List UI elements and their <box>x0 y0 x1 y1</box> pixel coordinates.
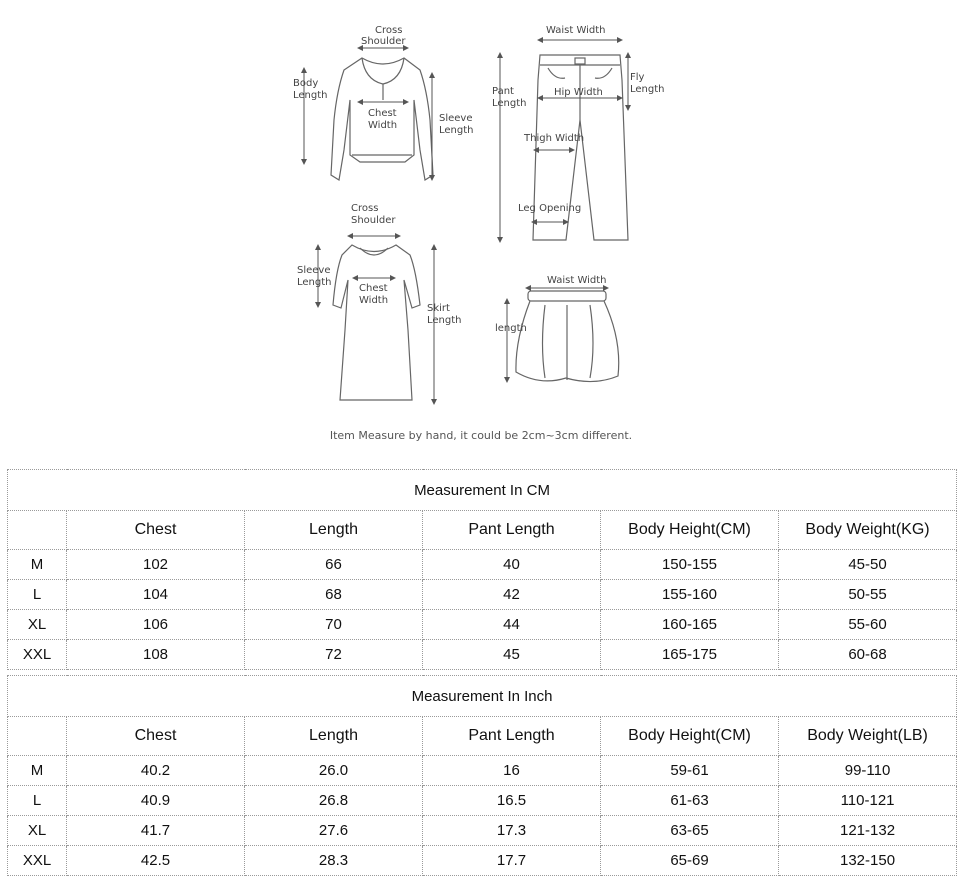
size-table-inch <box>7 675 957 876</box>
table-cell: 106 <box>67 610 245 640</box>
sweater-cross-label-2: Shoulder <box>361 36 406 47</box>
sweater-illustration <box>331 58 433 180</box>
body-length-label-2: Length <box>293 90 328 101</box>
table-header-row <box>8 717 957 756</box>
table-cell: 17.3 <box>423 816 601 846</box>
header-cell: Body Height(CM) <box>601 511 779 550</box>
table-cell: 68 <box>245 580 423 610</box>
sweater-sleeve-label-2: Length <box>439 125 474 136</box>
header-cell: Body Weight(LB) <box>779 717 957 756</box>
table-cell: 165-175 <box>601 640 779 670</box>
pant-length-label-2: Length <box>492 98 527 109</box>
table-cell: 41.7 <box>67 816 245 846</box>
dress-sleeve-label-1: Sleeve <box>297 265 331 276</box>
table-cell: 99-110 <box>779 756 957 786</box>
table-row <box>8 640 957 670</box>
dress-illustration <box>333 245 420 400</box>
table-cell: 65-69 <box>601 846 779 876</box>
pants-waist-label: Waist Width <box>546 25 606 36</box>
table-cell: 16.5 <box>423 786 601 816</box>
header-cell: Body Weight(KG) <box>779 511 957 550</box>
skirt-length-label-1: Skirt <box>427 303 450 314</box>
fly-length-label-1: Fly <box>630 72 645 83</box>
table-cell: 26.8 <box>245 786 423 816</box>
table-cell: 55-60 <box>779 610 957 640</box>
table-cell: 66 <box>245 550 423 580</box>
header-cell: Chest <box>67 717 245 756</box>
table-cell: 42 <box>423 580 601 610</box>
table-cell: 26.0 <box>245 756 423 786</box>
size-cell: XL <box>8 816 67 846</box>
table-cell: 40 <box>423 550 601 580</box>
table-row <box>8 550 957 580</box>
sweater-chest-label-2: Width <box>368 120 398 131</box>
table-cell: 110-121 <box>779 786 957 816</box>
table-row <box>8 816 957 846</box>
body-length-label-1: Body <box>293 78 319 89</box>
table-cell: 27.6 <box>245 816 423 846</box>
table-cell: 72 <box>245 640 423 670</box>
table-cell: 45 <box>423 640 601 670</box>
header-cell: Pant Length <box>423 717 601 756</box>
table-cell: 61-63 <box>601 786 779 816</box>
table-cell: 60-68 <box>779 640 957 670</box>
header-cell: Pant Length <box>423 511 601 550</box>
size-table-cm <box>7 469 957 670</box>
dress-chest-label-1: Chest <box>359 283 388 294</box>
header-cell: Length <box>245 511 423 550</box>
dress-sleeve-label-2: Length <box>297 277 332 288</box>
table-cell: 102 <box>67 550 245 580</box>
table-cell: 50-55 <box>779 580 957 610</box>
skirt-length-label-2: Length <box>427 315 462 326</box>
table-header-row <box>8 511 957 550</box>
skirt-length-label: length <box>495 323 527 334</box>
dress-chest-label-2: Width <box>359 295 389 306</box>
table-row <box>8 610 957 640</box>
table-row <box>8 786 957 816</box>
header-cell: Body Height(CM) <box>601 717 779 756</box>
size-cell: L <box>8 580 67 610</box>
table-cell: 121-132 <box>779 816 957 846</box>
header-cell: Length <box>245 717 423 756</box>
size-cell: XXL <box>8 640 67 670</box>
skirt-waist-label: Waist Width <box>547 275 607 286</box>
dress-cross-label-2: Shoulder <box>351 215 396 226</box>
table-cell: 44 <box>423 610 601 640</box>
header-cell <box>8 717 67 756</box>
size-cell: L <box>8 786 67 816</box>
table-row <box>8 756 957 786</box>
diagram-labels <box>293 25 665 334</box>
table-cell: 155-160 <box>601 580 779 610</box>
sweater-chest-label-1: Chest <box>368 108 397 119</box>
size-cell: M <box>8 756 67 786</box>
pant-length-label-1: Pant <box>492 86 514 97</box>
table-cell: 108 <box>67 640 245 670</box>
table-cell: 160-165 <box>601 610 779 640</box>
table-row <box>8 846 957 876</box>
table-cell: 150-155 <box>601 550 779 580</box>
table-cell: 40.9 <box>67 786 245 816</box>
table-title: Measurement In Inch <box>8 676 957 717</box>
thigh-width-label: Thigh Width <box>524 133 585 144</box>
size-cell: XXL <box>8 846 67 876</box>
sweater-cross-label-1: Cross <box>375 25 403 36</box>
size-cell: M <box>8 550 67 580</box>
table-cell: 70 <box>245 610 423 640</box>
table-row <box>8 580 957 610</box>
measure-note: Item Measure by hand, it could be 2cm~3cm different. <box>329 429 633 442</box>
header-cell <box>8 511 67 550</box>
table-cell: 17.7 <box>423 846 601 876</box>
table-cell: 104 <box>67 580 245 610</box>
table-title: Measurement In CM <box>8 470 957 511</box>
table-cell: 45-50 <box>779 550 957 580</box>
dress-cross-label-1: Cross <box>351 203 379 214</box>
skirt-illustration <box>516 291 619 382</box>
table-cell: 40.2 <box>67 756 245 786</box>
fly-length-label-2: Length <box>630 84 665 95</box>
size-cell: XL <box>8 610 67 640</box>
table-cell: 16 <box>423 756 601 786</box>
hip-width-label: Hip Width <box>554 87 603 98</box>
table-cell: 28.3 <box>245 846 423 876</box>
header-cell: Chest <box>67 511 245 550</box>
table-cell: 42.5 <box>67 846 245 876</box>
leg-opening-label: Leg Opening <box>518 203 582 214</box>
table-cell: 63-65 <box>601 816 779 846</box>
table-cell: 59-61 <box>601 756 779 786</box>
sweater-sleeve-label-1: Sleeve <box>439 113 473 124</box>
table-cell: 132-150 <box>779 846 957 876</box>
